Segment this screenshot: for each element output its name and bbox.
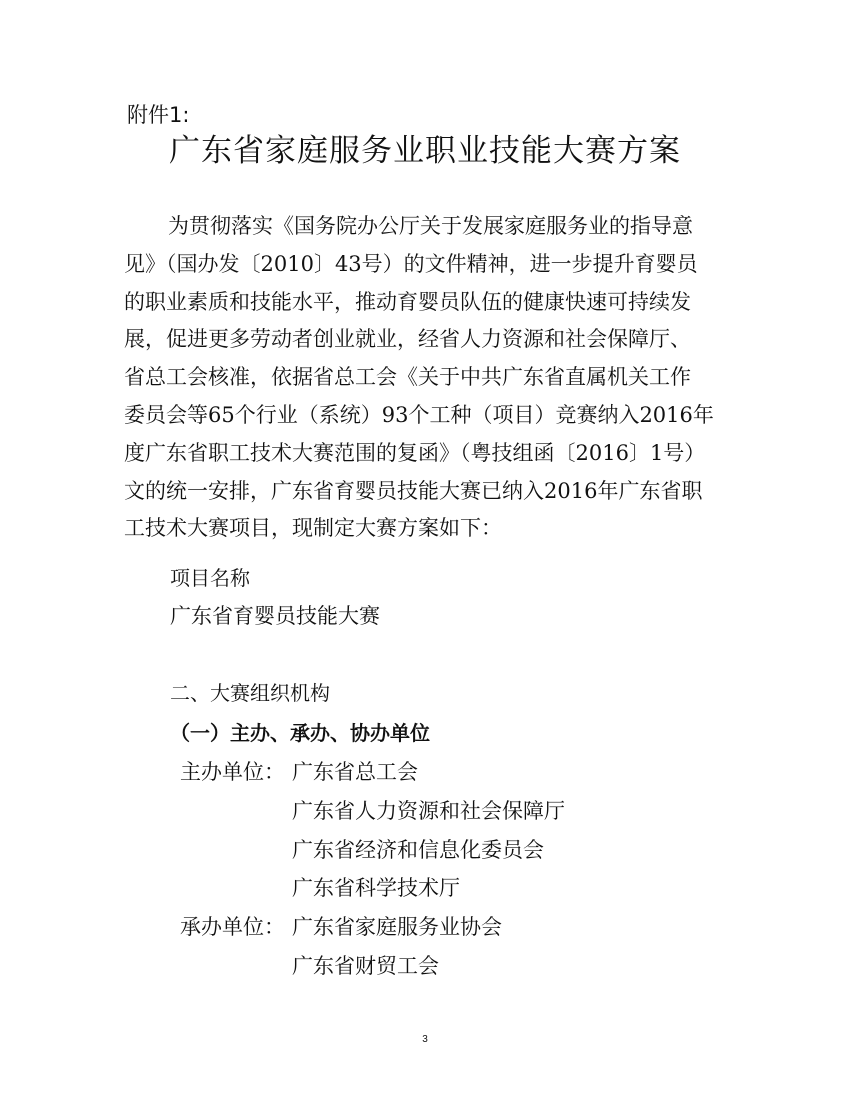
intro-line: 工技术大赛项目，现制定大赛方案如下： (124, 516, 502, 541)
undertaker-label: 承办单位： (180, 915, 285, 939)
intro-line: 度广东省职工技术大赛范围的复函》（粤技组函〔2016〕1号） (124, 440, 706, 465)
organizer-item: 广东省经济和信息化委员会 (292, 838, 544, 862)
intro-line: 见》（国办发〔2010〕43号）的文件精神，进一步提升育婴员 (124, 251, 698, 276)
intro-line: 的职业素质和技能水平，推动育婴员队伍的健康快速可持续发 (124, 289, 691, 314)
attachment-label: 附件1: (127, 103, 190, 127)
undertaker-item: 广东省家庭服务业协会 (292, 915, 502, 939)
organizer-subheading: （一）主办、承办、协办单位 (170, 721, 430, 745)
organizer-item: 广东省人力资源和社会保障厅 (292, 799, 565, 823)
undertaker-item: 广东省财贸工会 (292, 954, 439, 978)
organizer-item: 广东省总工会 (292, 760, 418, 784)
intro-line: 展，促进更多劳动者创业就业，经省人力资源和社会保障厅、 (124, 327, 691, 352)
page-number: 3 (422, 1034, 428, 1045)
document-title: 广东省家庭服务业职业技能大赛方案 (169, 133, 681, 169)
organizer-item: 广东省科学技术厅 (292, 876, 460, 900)
intro-paragraph (124, 208, 724, 548)
intro-line: 文的统一安排，广东省育婴员技能大赛已纳入2016年广东省职 (124, 478, 703, 503)
project-name-value: 广东省育婴员技能大赛 (170, 604, 380, 628)
organizer-label: 主办单位： (180, 760, 285, 784)
intro-line: 省总工会核准，依据省总工会《关于中共广东省直属机关工作 (124, 365, 691, 390)
undertaker-row (180, 912, 502, 942)
intro-line: 为贯彻落实《国务院办公厅关于发展家庭服务业的指导意 (168, 214, 693, 238)
section-project-name-heading: 项目名称 (170, 566, 250, 590)
section-organization-heading: 二、大赛组织机构 (170, 681, 330, 705)
intro-line: 委员会等65个行业（系统）93个工种（项目）竞赛纳入2016年 (124, 402, 714, 427)
organizer-row (180, 757, 418, 787)
